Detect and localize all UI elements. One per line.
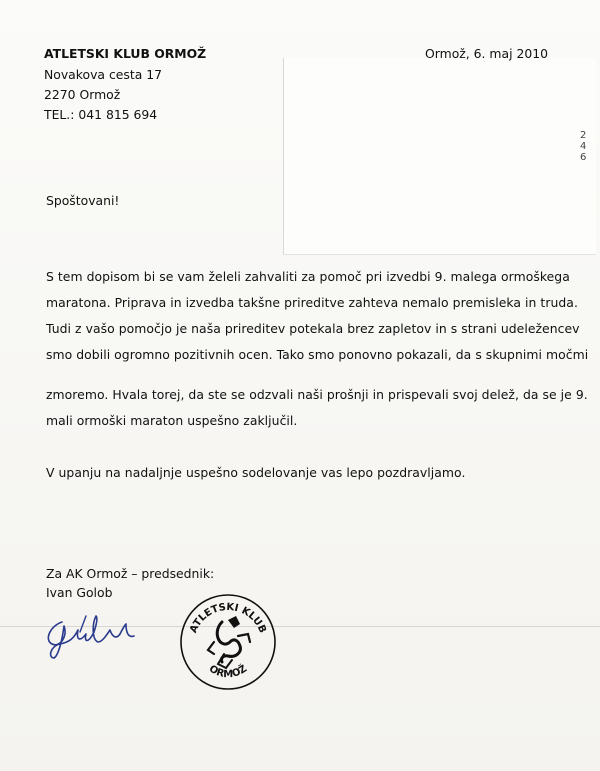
salutation: Spoštovani!	[46, 193, 120, 208]
runner-emblem-icon	[208, 616, 250, 668]
club-phone: TEL.: 041 815 694	[44, 107, 158, 122]
address-window-area	[283, 58, 596, 255]
letter-date: Ormož, 6. maj 2010	[425, 46, 548, 61]
club-name: ATLETSKI KLUB ORMOŽ	[44, 46, 207, 61]
edge-mark: 6	[580, 152, 587, 163]
stamp-top-text: ATLETSKI KLUB	[188, 601, 268, 635]
edge-mark: 2	[580, 130, 587, 141]
club-city: 2270 Ormož	[44, 87, 121, 102]
handwritten-signature	[40, 612, 150, 662]
body-line: S tem dopisom bi se vam želeli zahvaliti za pomoč pri izvedbi 9. malega ormoškega	[46, 269, 570, 284]
body-line: zmoremo. Hvala torej, da ste se odzvali naši prošnji in prispevali svoj delež, da se je 9.	[46, 387, 588, 402]
body-line: smo dobili ogromno pozitivnih ocen. Tako smo ponovno pokazali, da s skupnimi močmi	[46, 347, 589, 362]
edge-marks	[580, 130, 596, 180]
body-line: maratona. Priprava in izvedba takšne prireditve zahteva nemalo premisleka in truda.	[46, 295, 578, 310]
club-street: Novakova cesta 17	[44, 67, 163, 82]
body-line: mali ormoški maraton uspešno zaključil.	[46, 413, 298, 428]
club-stamp	[178, 592, 278, 692]
closing-line: V upanju na nadaljnje uspešno sodelovanje vas lepo pozdravljamo.	[46, 465, 466, 480]
signer-name: Ivan Golob	[46, 585, 113, 600]
signer-role: Za AK Ormož – predsednik:	[46, 566, 215, 581]
body-line: Tudi z vašo pomočjo je naša prireditev potekala brez zapletov in s strani udeležencev	[46, 321, 580, 336]
stamp-bottom-text: ORMOŽ	[206, 663, 250, 681]
edge-mark: 4	[580, 141, 587, 152]
